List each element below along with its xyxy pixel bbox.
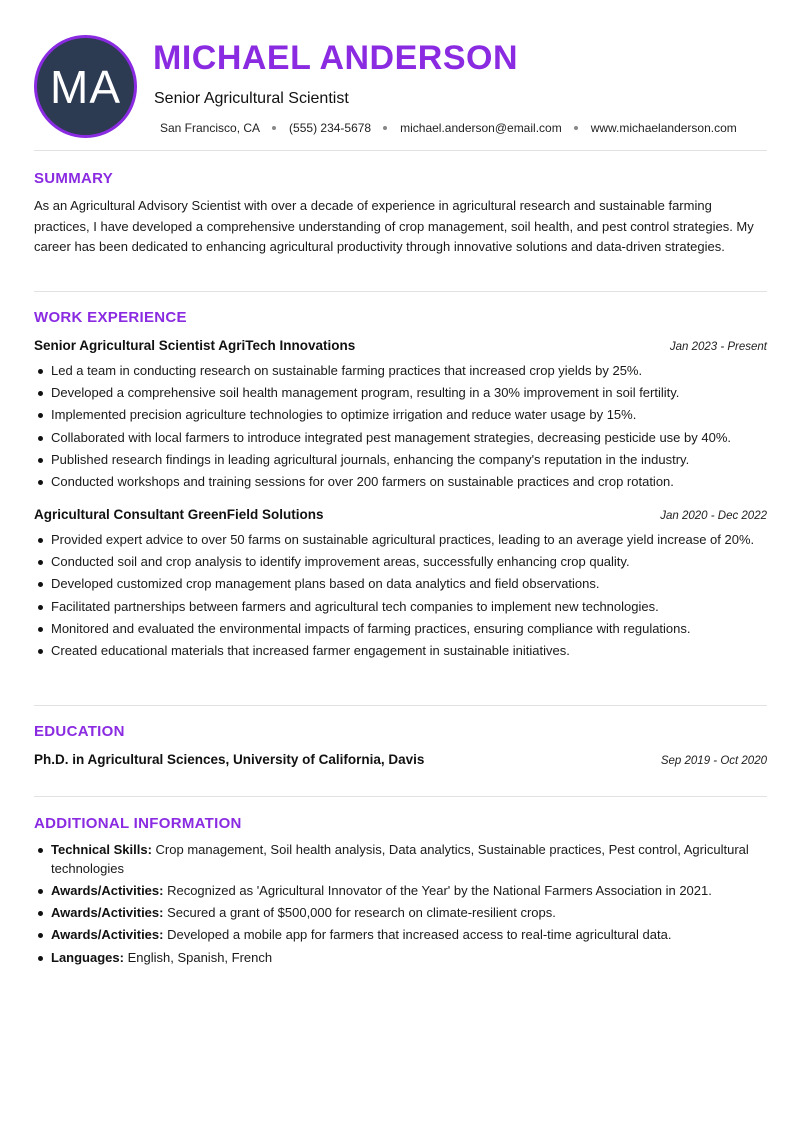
summary-heading: SUMMARY: [34, 170, 114, 187]
list-item: Monitored and evaluated the environmental impacts of farming practices, ensuring compliance with regulations.: [34, 620, 767, 639]
item-label: Technical Skills:: [51, 842, 152, 857]
education-degree: Ph.D. in Agricultural Sciences, University of California, Davis: [34, 752, 425, 767]
list-item: Implemented precision agriculture technologies to optimize irrigation and reduce water usage by 15%.: [34, 406, 767, 425]
candidate-name: MICHAEL ANDERSON: [153, 39, 519, 77]
additional-info-heading: ADDITIONAL INFORMATION: [34, 815, 242, 832]
item-text: Developed a mobile app for farmers that increased access to real-time agricultural data.: [163, 927, 672, 943]
separator-dot-icon: [272, 126, 276, 130]
list-item: Led a team in conducting research on sustainable farming practices that increased crop yields by 25%.: [34, 362, 767, 381]
divider: [34, 291, 767, 292]
list-item: Developed customized crop management plans based on data analytics and field observations.: [34, 575, 767, 594]
divider: [34, 705, 767, 706]
separator-dot-icon: [383, 126, 387, 130]
item-label: Awards/Activities:: [51, 904, 164, 920]
list-item: [34, 904, 767, 923]
divider: [34, 150, 767, 151]
job-dates: Jan 2020 - Dec 2022: [660, 510, 767, 522]
list-item: Created educational materials that increased farmer engagement in sustainable initiatives.: [34, 642, 767, 661]
education-entry: [34, 752, 767, 770]
list-item: Conducted workshops and training sessions for over 200 farmers on sustainable practices and crop rotation.: [34, 473, 767, 492]
work-experience-heading: WORK EXPERIENCE: [34, 309, 187, 326]
avatar-initials: MA: [34, 35, 137, 138]
candidate-title: Senior Agricultural Scientist: [154, 90, 349, 107]
contact-email[interactable]: michael.anderson@email.com: [400, 121, 562, 135]
summary-text: As an Agricultural Advisory Scientist with over a decade of experience in agricultural research and sustainable farming practices, I have developed a comprehensive understanding of crop management, soil health, and pest control strategies. My career has been dedicated to enhancing agricultural productivity through innovative solutions and data-driven strategies.: [34, 198, 754, 254]
list-item: [34, 949, 767, 968]
list-item: Provided expert advice to over 50 farms on sustainable agricultural practices, leading to an average yield increase of 20%.: [34, 531, 767, 550]
list-item: Facilitated partnerships between farmers and agricultural tech companies to implement new technologies.: [34, 598, 767, 617]
list-item: Conducted soil and crop analysis to identify improvement areas, successfully enhancing crop quality.: [34, 553, 767, 572]
job-role: Agricultural Consultant GreenField Solutions: [34, 507, 324, 522]
job-role: Senior Agricultural Scientist AgriTech Innovations: [34, 338, 356, 353]
list-item: [34, 926, 767, 945]
list-item: Published research findings in leading agricultural journals, enhancing the company's reputation in the industry.: [34, 451, 767, 470]
item-text: Recognized as 'Agricultural Innovator of the Year' by the National Farmers Association in 2021.: [163, 882, 712, 898]
item-label: Languages:: [51, 949, 124, 965]
job-header: [34, 507, 767, 525]
job-bullets: [34, 531, 767, 664]
education-heading: EDUCATION: [34, 723, 125, 740]
list-item: Developed a comprehensive soil health management program, resulting in a 30% improvement in soil fertility.: [34, 384, 767, 403]
job-bullets: [34, 362, 767, 495]
list-item: [34, 882, 767, 901]
item-label: Awards/Activities:: [51, 927, 164, 943]
contact-phone: (555) 234-5678: [289, 121, 372, 135]
separator-dot-icon: [574, 126, 578, 130]
job-dates: Jan 2023 - Present: [669, 341, 767, 353]
divider: [34, 796, 767, 797]
additional-info-list: [34, 841, 767, 971]
education-dates: Sep 2019 - Oct 2020: [660, 755, 767, 767]
contact-website[interactable]: www.michaelanderson.com: [590, 121, 737, 135]
item-label: Awards/Activities:: [51, 882, 164, 898]
item-text: English, Spanish, French: [123, 949, 273, 965]
list-item: [34, 841, 767, 878]
list-item: Collaborated with local farmers to introduce integrated pest management strategies, decreasing pesticide use by 40%.: [34, 429, 767, 448]
job-header: [34, 338, 767, 356]
item-text: Secured a grant of $500,000 for research on climate-resilient crops.: [163, 904, 556, 920]
contact-line: [160, 120, 737, 136]
item-text: Crop management, Soil health analysis, Data analytics, Sustainable practices, Pest control, Agricultural technologies: [51, 842, 749, 876]
contact-location: San Francisco, CA: [160, 121, 261, 135]
